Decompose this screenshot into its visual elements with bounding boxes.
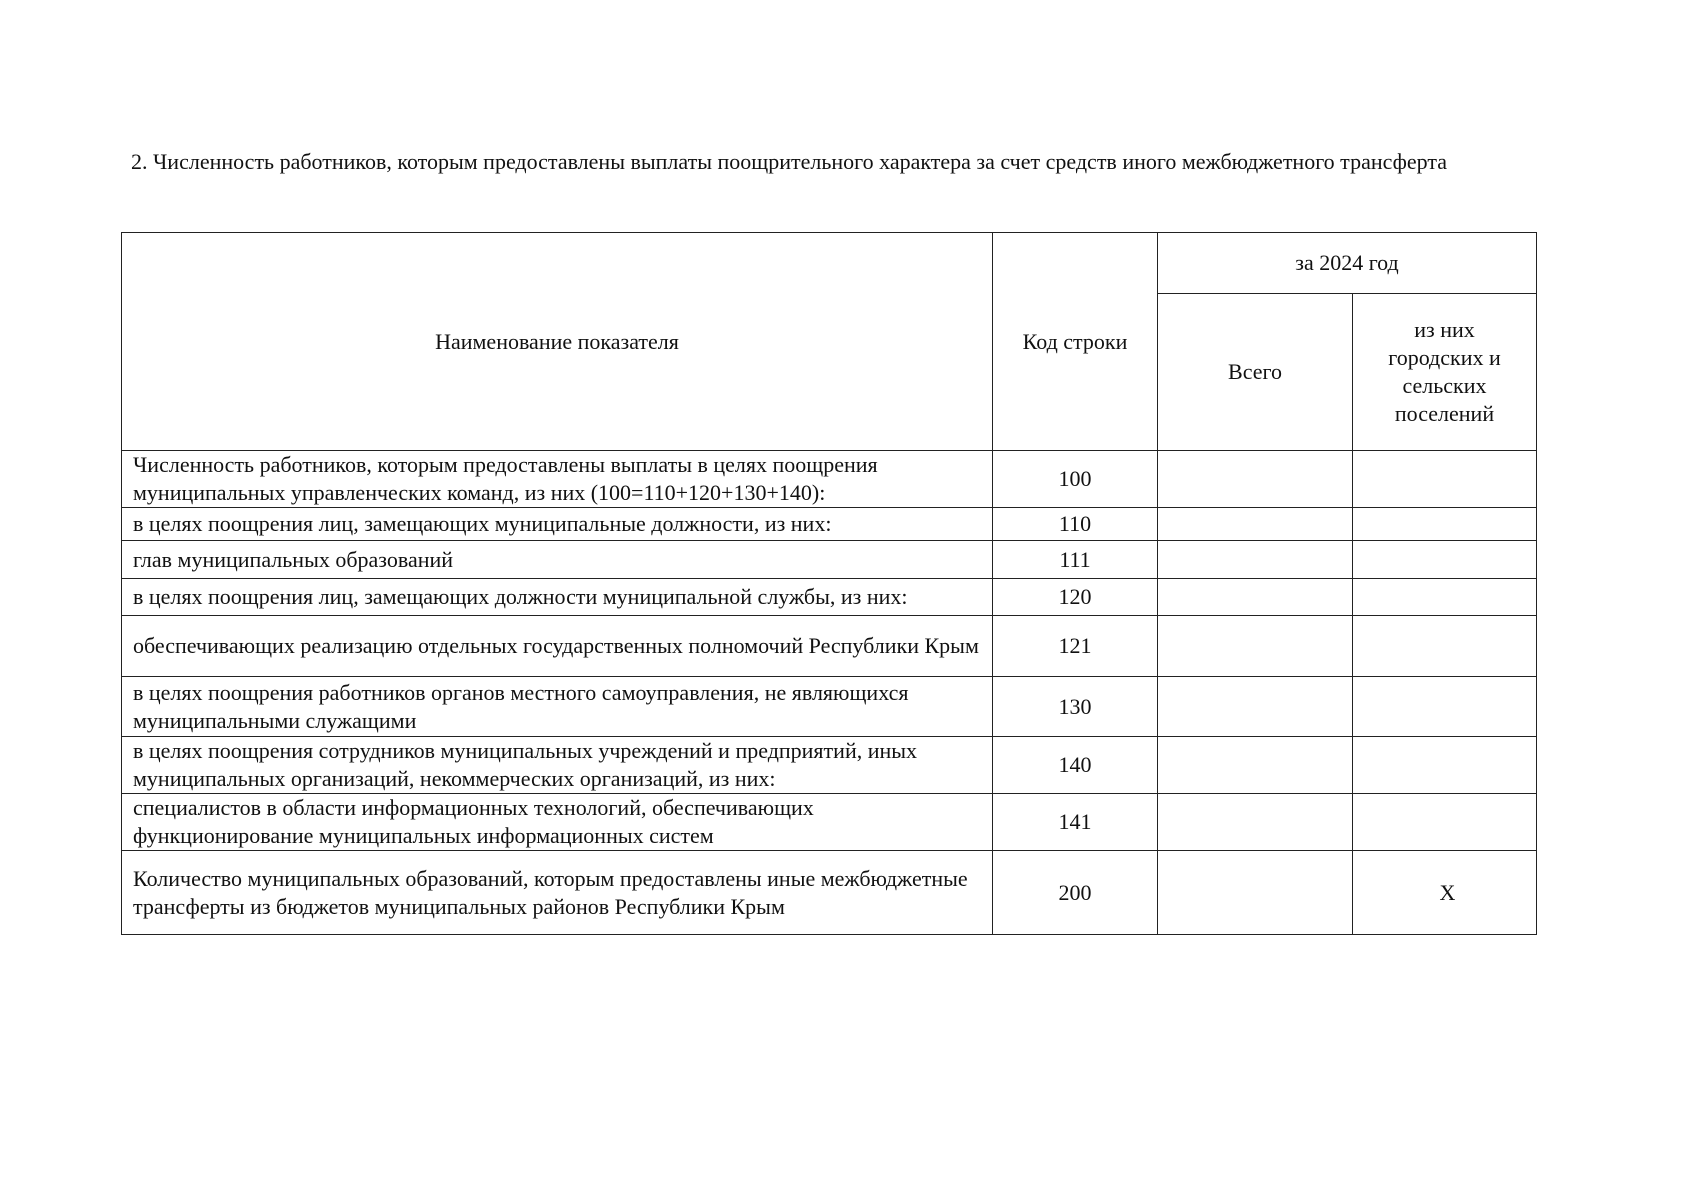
table-row [122, 579, 1537, 616]
row-code: 121 [993, 616, 1158, 677]
header-indicator-name: Наименование показателя [122, 233, 993, 451]
table-row [122, 616, 1537, 677]
row-name: в целях поощрения лиц, замещающих должности муниципальной службы, из них: [122, 579, 993, 616]
row-settlements-cell [1353, 541, 1537, 579]
row-total-cell [1158, 677, 1353, 737]
indicator-table [121, 232, 1537, 935]
table-row [122, 677, 1537, 737]
table-row [122, 851, 1537, 935]
row-settlements-cell [1353, 451, 1537, 508]
row-code: 110 [993, 508, 1158, 541]
row-settlements-cell [1353, 794, 1537, 851]
row-settlements-cell [1353, 737, 1537, 794]
table-row [122, 794, 1537, 851]
table-row [122, 508, 1537, 541]
table-row [122, 737, 1537, 794]
row-name: в целях поощрения сотрудников муниципальных учреждений и предприятий, иных муниципальных организаций, некоммерческих организаций, из них: [122, 737, 993, 794]
row-total-cell [1158, 616, 1353, 677]
table-row [122, 451, 1537, 508]
header-settlements: из них городских и сельских поселений [1353, 294, 1537, 451]
row-settlements-cell: Х [1353, 851, 1537, 935]
row-code: 141 [993, 794, 1158, 851]
row-settlements-cell [1353, 579, 1537, 616]
row-settlements-cell [1353, 677, 1537, 737]
row-total-cell [1158, 851, 1353, 935]
row-settlements-cell [1353, 508, 1537, 541]
row-name: в целях поощрения лиц, замещающих муниципальные должности, из них: [122, 508, 993, 541]
row-total-cell [1158, 737, 1353, 794]
row-code: 140 [993, 737, 1158, 794]
row-code: 111 [993, 541, 1158, 579]
row-name: в целях поощрения работников органов местного самоуправления, не являющихся муниципальными служащими [122, 677, 993, 737]
row-name: Количество муниципальных образований, которым предоставлены иные межбюджетные трансферты из бюджетов муниципальных районов Республики Крым [122, 851, 993, 935]
section-heading: 2. Численность работников, которым предоставлены выплаты поощрительного характера за счет средств иного межбюджетного трансферта [131, 149, 1448, 174]
row-name: обеспечивающих реализацию отдельных государственных полномочий Республики Крым [122, 616, 993, 677]
header-total: Всего [1158, 294, 1353, 451]
row-code: 130 [993, 677, 1158, 737]
header-period: за 2024 год [1158, 233, 1537, 294]
table-row [122, 541, 1537, 579]
row-total-cell [1158, 541, 1353, 579]
row-name: Численность работников, которым предоставлены выплаты в целях поощрения муниципальных управленческих команд, из них (100=110+120+130+140): [122, 451, 993, 508]
row-name: глав муниципальных образований [122, 541, 993, 579]
row-code: 120 [993, 579, 1158, 616]
row-code: 100 [993, 451, 1158, 508]
header-row-code: Код строки [993, 233, 1158, 451]
row-settlements-cell [1353, 616, 1537, 677]
row-total-cell [1158, 508, 1353, 541]
row-name: специалистов в области информационных технологий, обеспечивающих функционирование муниципальных информационных систем [122, 794, 993, 851]
row-total-cell [1158, 579, 1353, 616]
row-total-cell [1158, 794, 1353, 851]
row-total-cell [1158, 451, 1353, 508]
row-code: 200 [993, 851, 1158, 935]
